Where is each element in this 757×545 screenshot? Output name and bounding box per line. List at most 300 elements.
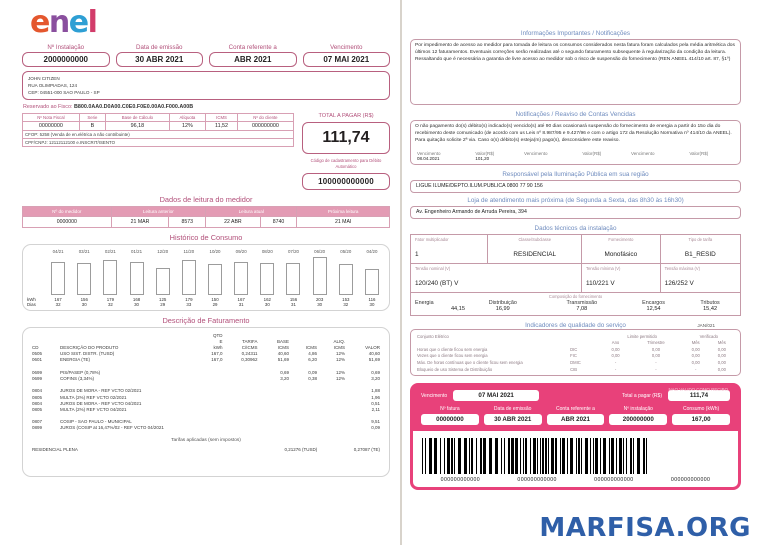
quality-table — [416, 333, 735, 373]
quality-sub-ano: Ano — [611, 340, 620, 346]
billing-desc: PIS/PASEP (0,78%) — [60, 369, 101, 375]
history-dias: 32 — [343, 302, 349, 308]
quality-mes2: 0,00 — [717, 346, 726, 352]
history-bar — [208, 264, 222, 295]
history-dias: 29 — [160, 302, 166, 308]
fiscal-v-3: 12% — [169, 122, 205, 131]
quality-row — [416, 366, 735, 373]
header-fields — [22, 44, 390, 67]
tech-lbl-tensao-maxima: Tensão máxima (V) — [664, 265, 700, 271]
logo-letter-1: e — [30, 5, 49, 40]
comp-lbl-encargos: Encargos — [642, 299, 665, 306]
logo-letter-2: n — [48, 5, 69, 40]
tech-cell-fornecimento — [582, 234, 661, 263]
store-value: Av. Engenheiro Armando de Arruda Pereira, 394 — [410, 206, 741, 219]
history-bars — [27, 249, 385, 307]
quality-mes1: 0,00 — [691, 360, 700, 366]
meter-h-2: Leitura atual — [206, 207, 297, 217]
meter-table — [22, 206, 390, 228]
history-row-labels — [27, 249, 45, 307]
quality-title: Indicadores de qualidade do serviço — [525, 321, 626, 329]
quality-mes1: - — [695, 366, 697, 372]
history-month: 11/20 — [183, 249, 195, 255]
comp-val-transmissao: 7,08 — [576, 305, 588, 312]
overdue-title: Notificações / Reaviso de Contas Vencidas — [515, 111, 636, 118]
tech-lbl-tensao-nominal: Tensão nominal (V) — [415, 265, 451, 271]
history-label-dias: Dias — [27, 302, 36, 308]
history-column — [97, 249, 123, 307]
comp-lbl-energia: Energia — [415, 299, 434, 306]
overdue-lbl-venc-3: Vencimento — [630, 150, 655, 156]
address-line-3: CEP: 04551-000 SAO PAULO - SP — [28, 90, 100, 96]
billing-valor: 3,20 — [371, 375, 380, 381]
meter-v-0: 0000000 — [23, 217, 112, 228]
store-title: Loja de atendimento mais próxima (de Segunda a Sexta, das 8h30 às 16h30) — [467, 196, 684, 204]
header-label-emissao: Data de emissão — [136, 44, 183, 51]
billing-cd: 0505 — [32, 351, 43, 357]
slip-field-value: 00000000 — [421, 414, 479, 425]
fisco-label: Reservado ao Fisco: — [23, 104, 73, 111]
slip-field-label: Consumo (kWh) — [683, 406, 720, 413]
fisco-line — [23, 104, 390, 110]
history-column — [333, 249, 359, 307]
tech-cell-tensao-maxima — [660, 263, 740, 292]
history-dias: 33 — [186, 302, 192, 308]
slip-field-label: Data de emissão — [493, 406, 532, 413]
history-bar-area — [254, 255, 280, 295]
slip-field — [484, 406, 542, 425]
billing-aliq — [318, 425, 346, 431]
quality-desc: Bloqueio de uso Sistema de Distribuição — [417, 366, 493, 372]
billing-base: 3,20 — [280, 375, 289, 381]
history-kwh: 167 — [237, 297, 245, 303]
comp-lbl-transmissao: Transmissão — [566, 299, 598, 306]
fiscal-and-total — [22, 113, 390, 190]
meter-h-0: Nº do medidor — [23, 207, 112, 217]
barcode-numbers — [422, 477, 729, 483]
billing-h-desc: DESCRIÇÃO DO PRODUTO — [60, 345, 119, 351]
watermark: MARFISA.ORG — [539, 513, 751, 543]
quality-ano: 0,00 — [611, 346, 620, 352]
fiscal-v-1: B — [79, 122, 105, 131]
quality-mes1: 0,00 — [691, 346, 700, 352]
slip-total-label: Total a pagar (R$) — [621, 392, 662, 399]
quality-row — [416, 359, 735, 366]
billing-base — [259, 425, 291, 431]
history-bar — [51, 262, 65, 295]
billing-aliq: 12% — [335, 357, 345, 363]
billing-icms — [290, 425, 318, 431]
billing-aliq: 12% — [335, 351, 345, 357]
billing-base: 0,69 — [280, 369, 289, 375]
history-dias: 31 — [291, 302, 296, 308]
history-month: 06/20 — [314, 249, 326, 255]
quality-sub-mes1: Mês — [691, 340, 700, 346]
quality-tri: - — [655, 360, 657, 366]
slip-venc-label: Vencimento — [421, 392, 448, 399]
meter-table-row — [23, 217, 390, 228]
history-kwh: 203 — [315, 297, 324, 303]
history-bar-area — [176, 255, 202, 295]
billing-icms: 6,20 — [308, 357, 317, 363]
quality-sub-blank-1 — [416, 339, 569, 346]
history-dias: 29 — [212, 302, 218, 308]
history-bar-area — [333, 255, 359, 295]
quality-verified-label: Verificado — [699, 333, 719, 339]
quality-mes1: 0,00 — [691, 353, 700, 359]
history-bar-area — [280, 255, 306, 295]
billing-h-baseicms: ICMS — [277, 345, 289, 351]
history-bar-area — [97, 255, 123, 295]
tech-lbl-composition: Composição do fornecimento — [548, 293, 603, 299]
quality-desc: Vezes que o cliente ficou sem energia — [417, 353, 488, 359]
history-month: 10/20 — [209, 249, 221, 255]
history-bar-area — [307, 255, 333, 295]
quality-mes2: 0,00 — [717, 360, 726, 366]
fiscal-v-5: 000000000 — [237, 122, 293, 131]
billing-tarifa: 0,30962 — [241, 357, 258, 363]
overdue-lbl-val-3: Valor(R$) — [689, 150, 709, 156]
history-kwh: 153 — [342, 297, 350, 303]
history-kwh: 156 — [80, 297, 88, 303]
fiscal-cfop-row — [23, 131, 294, 139]
header-label-instalacao: Nº Instalação — [47, 44, 85, 51]
billing-cd: 0807 — [32, 419, 43, 425]
history-kwh: 125 — [159, 297, 167, 303]
quality-period: JAN/021 — [697, 322, 715, 328]
quality-group-label: Conjunto Elétrico — [417, 333, 449, 339]
billing-desc: COSIP - SAO PAULO - MUNICIPAL — [60, 419, 132, 425]
history-dias: 30 — [317, 302, 323, 308]
history-bar — [365, 269, 379, 295]
history-bar — [103, 260, 117, 295]
billing-icms: 0,09 — [308, 369, 317, 375]
billing-cd: 0699 — [32, 375, 43, 381]
quality-code: DIC — [570, 346, 578, 352]
fiscal-h-4: ICMS — [206, 114, 238, 122]
history-column — [202, 249, 228, 307]
slip-field-label: Nº instalação — [623, 406, 653, 413]
billing-h-aliqicms: ICMS — [333, 345, 345, 351]
barcode-number: 000000000000 — [517, 476, 557, 483]
quality-header-row — [416, 333, 735, 340]
billing-desc: MULTA (2%) REF VCTO 04/2021 — [60, 406, 127, 412]
tech-composition-row — [415, 300, 736, 312]
meter-v-5: 21 MAI — [297, 217, 390, 228]
slip-nao-valido-wrap — [669, 387, 728, 393]
overdue-val-2 — [580, 156, 629, 161]
fiscal-h-2: Base de Cálculo — [106, 114, 170, 122]
billing-h-cicms: C/ICMS — [241, 345, 258, 351]
autodebit-code-label: Código de cadastramento para Débito Automático — [310, 158, 382, 170]
tech-lbl-classe: Classe/Subclasse — [518, 236, 551, 242]
overdue-text: O não pagamento do(s) débito(s) indicado(s) vencido(s) até 90 dias ocasionará suspensão do fornecimento de energia a partir do 15o dia do recebimento deste comunicado (de acordo com us Leis nº 8.987/95 e 9.427/96 e com o artigo 172 da Resolução Normativa nº 414/10 da ANEEL). Para quitação solicite 2ª via. Caso o(s) débito(s) esteja(m) pago(s), desconsidere este reaviso. — [415, 124, 732, 143]
billing-h-base: BASE — [276, 338, 289, 344]
total-amount: 111,74 — [302, 122, 390, 154]
address-line-2: RUA OLIMPIADAS, 124 — [28, 83, 78, 89]
history-kwh: 179 — [185, 297, 193, 303]
comp-cell-distribuicao — [465, 300, 541, 312]
billing-h-e: E — [219, 338, 223, 344]
billing-table-body — [31, 351, 381, 431]
quality-code: FIC — [570, 353, 577, 359]
overdue-val-1: 101,20 — [475, 155, 490, 161]
header-value-referente: ABR 2021 — [209, 52, 297, 67]
quality-tri: 0,00 — [651, 346, 661, 352]
billing-qtd — [192, 425, 224, 431]
slip-header — [413, 386, 738, 431]
fiscal-v-0: 00000000 — [23, 122, 80, 131]
fiscal-h-3: Alíquota — [169, 114, 205, 122]
billing-base: 51,69 — [277, 357, 289, 363]
billing-cd: 0804 — [32, 400, 43, 406]
quality-desc: Máx. De horas contínuas que o cliente ficou sem energia — [417, 360, 523, 366]
comp-val-distribuicao: 16,99 — [495, 305, 510, 312]
tech-cell-fator — [411, 234, 488, 263]
quality-box — [410, 329, 741, 377]
comp-val-encargos: 12,54 — [646, 305, 661, 312]
billing-valor: 0,51 — [371, 400, 380, 406]
meter-v-3: 22 ABR — [206, 217, 260, 228]
history-kwh: 179 — [106, 297, 115, 303]
slip-barcode-area — [413, 431, 738, 487]
fiscal-h-1: Serie — [79, 114, 105, 122]
billing-row — [31, 425, 381, 431]
slip-nao-valido: NAO VALIDO COMO RECIBO — [668, 387, 728, 393]
meter-v-4: 8740 — [260, 217, 297, 228]
history-kwh: 162 — [263, 297, 271, 303]
history-month: 05/20 — [340, 249, 352, 255]
overdue-venc-1: 08.04.2021 — [417, 155, 440, 161]
customer-address — [22, 71, 390, 100]
tech-val-fornecimento: Monofásico — [604, 250, 638, 258]
slip-field-value: 167,00 — [672, 414, 730, 425]
history-kwh: 116 — [368, 297, 376, 303]
billing-valor: 0,69 — [371, 369, 380, 375]
comp-val-energia: 44,15 — [450, 305, 465, 312]
history-bar — [77, 263, 91, 295]
meter-v-2: 8573 — [169, 217, 206, 228]
history-bar — [313, 257, 327, 295]
billing-table-head — [31, 332, 381, 351]
notices-box — [410, 39, 741, 105]
history-bar-area — [123, 255, 149, 295]
barcode — [422, 438, 729, 474]
slip-field — [672, 406, 730, 425]
history-kwh: 167 — [54, 297, 62, 303]
history-column — [359, 249, 385, 307]
quality-subheader-row — [416, 339, 735, 346]
history-bar-area — [228, 255, 254, 295]
tech-title: Dados técnicos da instalação — [534, 224, 617, 232]
overdue-table — [415, 151, 736, 161]
fiscal-v-4: 11,52 — [206, 122, 238, 131]
address-line-1: JOHN CITIZEN — [28, 76, 60, 81]
billing-cd: 0699 — [32, 369, 43, 375]
quality-table-body — [416, 346, 735, 372]
total-label: TOTAL A PAGAR (R$) — [318, 113, 374, 120]
overdue-lbl-venc-2: Vencimento — [523, 150, 548, 156]
header-value-vencimento: 07 MAI 2021 — [303, 52, 391, 67]
comp-lbl-tributos: Tributos — [700, 299, 720, 306]
history-column — [71, 249, 97, 307]
history-dias: 30 — [81, 302, 87, 308]
billing-qtd: 167,0 — [211, 351, 223, 357]
billing-icms: 0,38 — [308, 375, 317, 381]
slip-venc-value: 07 MAI 2021 — [453, 390, 539, 401]
quality-sub-tri: Trimestre — [647, 340, 665, 346]
history-month: 03/21 — [78, 249, 90, 255]
fiscal-table — [22, 113, 294, 147]
tech-lbl-tarifa: Tipo de tarifa — [688, 236, 713, 242]
history-bar — [286, 263, 300, 295]
history-month: 01/21 — [131, 249, 143, 255]
tech-row-1 — [411, 234, 741, 263]
tech-cell-tensao-minima — [582, 263, 661, 292]
fiscal-cfop: CFOP: 5258 (Venda de en.elétrica a não contribuinte) — [23, 131, 294, 139]
enel-logo — [30, 5, 390, 40]
history-bar-area — [202, 255, 228, 295]
history-bar — [156, 268, 170, 295]
history-dias: 30 — [369, 302, 375, 308]
billing-tarifa: 0,24311 — [241, 351, 258, 357]
history-kwh: 150 — [211, 297, 219, 303]
history-bar — [339, 264, 353, 295]
billing-aliq: 12% — [335, 369, 345, 375]
billing-h-icms: ICMS — [305, 345, 317, 351]
history-bar-area — [359, 255, 385, 295]
tech-table — [410, 234, 741, 316]
tariff-table — [31, 446, 381, 452]
history-bar — [234, 262, 248, 295]
tariff-tusd: 0,21276 (TUSD) — [284, 446, 318, 452]
history-month: 12/20 — [157, 249, 169, 255]
billing-valor: 0,09 — [371, 425, 380, 431]
meter-h-3: Próxima leitura — [297, 207, 390, 217]
billing-aliq: 12% — [335, 375, 345, 381]
lighting-title: Responsável pela Iluminação Pública em sua região — [502, 170, 649, 178]
slip-fields-row — [421, 406, 730, 425]
history-bar-area — [71, 255, 97, 295]
meter-section-title: Dados de leitura do medidor — [159, 195, 253, 205]
overdue-lbl-val-1: Valor(R$) — [475, 150, 495, 156]
notices-text: Por impedimento de acesso ao medidor para tomada de leitura os consumos considerados nesta fatura foram calculados pela média aritmética dos últimos 12 faturamentos. Eventuais correções serão realizadas até o segundo faturamento subsequente à regularização da condição da leitura. Ressaltando que é necessária a garantia de livre acesso ao medidor sob o risco de suspensão do fornecimento (REN ANEEL 414/10 art. 87, §1º) — [415, 43, 735, 62]
barcode-number: 000000000000 — [440, 476, 481, 483]
history-kwh: 156 — [289, 297, 298, 303]
billing-desc: USO SIST. DISTR. (TUSD) — [60, 351, 115, 357]
history-section-title: Histórico de Consumo — [169, 233, 243, 243]
overdue-venc-3 — [629, 156, 687, 161]
payment-slip — [410, 383, 741, 490]
fiscal-v-2: 96,18 — [106, 122, 170, 131]
tech-row-2 — [411, 263, 741, 292]
quality-spacer-1 — [569, 333, 602, 340]
billing-cd: 0805 — [32, 394, 43, 400]
comp-cell-tributos — [684, 300, 736, 312]
notices-title: Informações Importantes / Notificações — [520, 30, 631, 37]
history-bar — [182, 260, 196, 295]
meter-h-1: Leitura anterior — [111, 207, 206, 217]
tech-val-tensao-maxima: 126/252 V — [664, 279, 694, 287]
barcode-number: 000000000000 — [670, 476, 711, 483]
overdue-lbl-venc-1: Vencimento — [417, 150, 441, 156]
history-month: 09/20 — [235, 249, 247, 255]
logo-letter-3: e — [68, 5, 88, 40]
tech-val-tensao-nominal: 120/240 (BT) V — [415, 279, 459, 287]
billing-h-aliq: ALIQ. — [333, 338, 345, 344]
overdue-box — [410, 120, 741, 165]
billing-cd: 0899 — [32, 425, 43, 431]
billing-cd: 0804 — [32, 388, 43, 394]
history-dias: 30 — [134, 302, 139, 308]
quality-mes2: 0,00 — [717, 353, 726, 359]
quality-code: CIB — [570, 366, 578, 372]
history-bar-area — [45, 255, 71, 295]
header-field-referente — [209, 44, 297, 67]
header-label-referente: Conta referente a — [228, 44, 277, 51]
fiscal-h-5: Nº do cliente — [237, 114, 293, 122]
tech-val-tensao-minima: 110/221 V — [586, 279, 615, 287]
header-label-vencimento: Vencimento — [330, 44, 363, 51]
quality-sub-mes2: Mês — [717, 340, 726, 346]
tech-row-3 — [411, 292, 741, 315]
billing-table — [31, 332, 381, 431]
header-field-vencimento — [303, 44, 391, 67]
billing-cd: 0601 — [32, 357, 43, 363]
tariff-title: Tarifas aplicadas (sem impostos) — [171, 438, 241, 444]
billing-section-title: Descrição de Faturamento — [162, 316, 250, 326]
quality-sub-blank-2 — [569, 339, 602, 346]
history-month: 04/21 — [52, 249, 64, 255]
tech-cell-classe — [488, 234, 582, 263]
history-dias: 32 — [55, 302, 61, 308]
overdue-venc-2 — [522, 156, 580, 161]
history-column — [45, 249, 71, 307]
slip-field — [609, 406, 667, 425]
billing-valor: 2,11 — [371, 406, 380, 412]
quality-ano: 0,00 — [611, 353, 620, 359]
fiscal-table-row — [23, 122, 294, 131]
fiscal-cpf-row — [23, 139, 294, 147]
billing-h-kwh: kWh — [213, 345, 223, 351]
lighting-value: LIGUE ILUME/DEPTO.ILUM.PUBLICA 0800 77 90 156 — [410, 180, 741, 193]
bill-right-column — [400, 0, 757, 545]
comp-lbl-distribuicao: Distribuição — [488, 299, 517, 306]
tech-cell-tensao-nominal — [411, 263, 582, 292]
slip-field-label: Nº fatura — [440, 406, 460, 413]
overdue-value-row — [415, 156, 736, 161]
quality-code: DMIC — [570, 360, 581, 366]
quality-limit-label: Limite permitido — [627, 333, 657, 339]
tech-val-classe: RESIDENCIAL — [513, 250, 557, 258]
header-field-instalacao — [22, 44, 110, 67]
comp-val-tributos: 15,42 — [703, 305, 718, 312]
billing-desc: COFINS (3,34%) — [60, 375, 95, 381]
logo-letter-4: l — [87, 5, 97, 40]
history-column — [123, 249, 149, 307]
comp-cell-transmissao — [541, 300, 623, 312]
billing-desc: ENERGIA (TE) — [60, 357, 91, 363]
billing-desc: MULTA (2%) REF VCTO 02/2021 — [60, 394, 127, 400]
billing-icms: 4,86 — [308, 351, 317, 357]
autodebit-code-value: 100000000000 — [302, 173, 390, 190]
history-month: 07/20 — [287, 249, 299, 255]
quality-desc: Horas que o cliente ficou sem energia — [417, 346, 488, 352]
header-field-emissao — [116, 44, 204, 67]
slip-field-label: Conta referente a — [556, 406, 595, 413]
history-label-kwh: kWh — [27, 297, 36, 303]
history-column — [307, 249, 333, 307]
